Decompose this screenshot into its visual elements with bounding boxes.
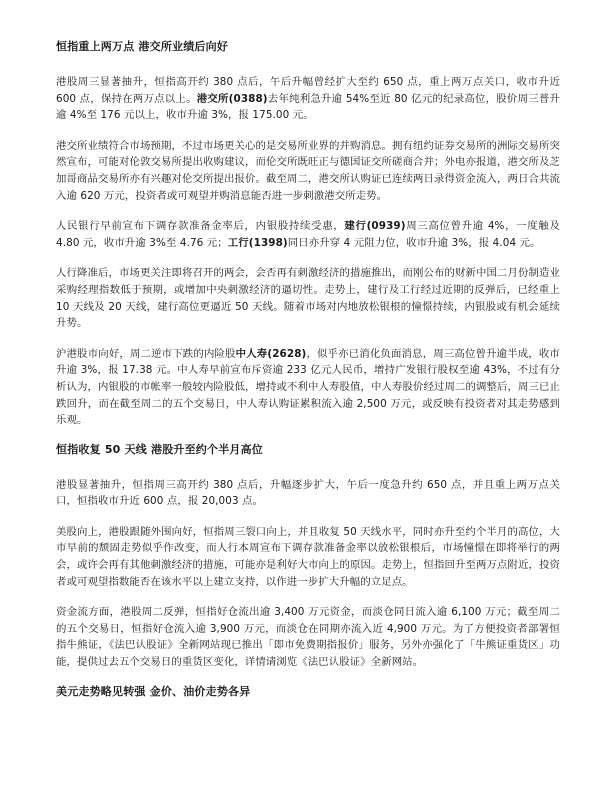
body-paragraph bbox=[56, 74, 560, 124]
section-heading: 美元走势略见转强 金价、油价走势各异 bbox=[56, 684, 251, 698]
paragraph-text: 同日亦升穿 4 元阻力位，收市升逾 3%，报 4.04 元。 bbox=[287, 236, 541, 249]
body-paragraph bbox=[56, 218, 560, 251]
body-paragraph bbox=[56, 346, 560, 429]
paragraph-text: 美股向上，港股跟随外围向好，恒指周三裂口向上，并且收复 50 天线水平，同时亦升至约个半月的高位，大市早前的颓固走势似乎作改变，而人行本周宣布下调存款准备金率以放松银根后，市场憧憬在即将举行的两会，或许会再有其他刺激经济的措施，可能亦是利好大市向上的原因。走势上，恒指回升至两万点附近，投资者或可观望指数能否在该水平以上建立支持，以作进一步扩大升幅的立足点。 bbox=[56, 525, 560, 588]
section-heading: 恒指收复 50 天线 港股升至约个半月高位 bbox=[56, 442, 263, 456]
stock-name: 建行(0939) bbox=[344, 220, 406, 233]
paragraph-text: 人行降准后，市场更关注即将召开的两会，会否再有刺激经济的措施推出，而刚公布的财新中国二月份制造业采购经理指数低于预期，或增加中央刺激经济的逼切性。走势上，建行及工行经过近期的反弹后，已经重上 10 天线及 20 天线，建行高位更逼近 50 天线。随着市场对内地放松银根的憧憬持续，内银股或有机会延续升势。 bbox=[56, 267, 560, 330]
stock-name: 港交所(0388) bbox=[196, 92, 268, 105]
body-paragraph bbox=[56, 138, 560, 204]
paragraph-text: 资金流方面，港股周二反弹，恒指好仓流出逾 3,400 万元资金，而淡仓同日流入逾 6,100 万元；截至周二的五个交易日，恒指好仓流入逾 3,900 万元，而淡仓在同期亦流入近 4,900 万元。为了方便投资者部署恒指牛熊证，《法巴认股证》全新网站现已推出「即市免费期指报价」服务，另外亦强化了「牛熊证重货区」功能，提供过去五个交易日的重货区变化，详情请浏览《法巴认股证》全新网站。 bbox=[56, 606, 560, 669]
paragraph-text: ，似乎亦已消化负面消息，周三高位曾升逾半成，收市升逾 3%，报 17.38 元。中人寿早前宣布斥资逾 233 亿元人民币，增持广发银行股权至逾 43%，不过有分析认为，内银股的市帐率一般较内险股低，增持或不利中人寿股值，中人寿股价经过周二的调整后，周三已止跌回升，而在截至周二的五个交易日，中人寿认购证累积流入逾 2,500 万元，或反映有投资者对其走势感到乐观。 bbox=[56, 347, 560, 427]
paragraph-text: 周三高位曾升逾 4%，一度触及 4.80 元，收市升逾 3%至 4.76 元； bbox=[56, 220, 560, 249]
paragraph-text: 人民银行早前宣布下调存款准备金率后，内银股持续受惠， bbox=[56, 220, 345, 233]
paragraph-text: 港交所业绩符合市场预期，不过市场更关心的是交易所业界的并购消息。拥有纽约证券交易所的洲际交易所突然宣布，可能对伦敦交易所提出收购建议，而伦交所既旺正与德国证交所磋商合并；外电亦报道，港交所及芝加哥商品交易所亦有兴趣对伦交所提出报价。截至周二，港交所认购证已连续两日录得资金流入，两日合共流入逾 620 万元，投资者或可观望并购消息能否进一步刺激港交所走势。 bbox=[56, 139, 560, 202]
body-paragraph bbox=[56, 524, 560, 590]
body-paragraph bbox=[56, 477, 560, 510]
body-paragraph bbox=[56, 265, 560, 331]
section-heading: 恒指重上两万点 港交所业绩后向好 bbox=[56, 40, 229, 53]
stock-name: 工行(1398) bbox=[227, 236, 288, 249]
paragraph-text: 沪港股市向好，周二逆市下跌的内险股 bbox=[56, 347, 236, 360]
document-page bbox=[56, 40, 560, 719]
paragraph-text: 港股周三显著抽升，恒指高开约 380 点后，午后升幅曾经扩大至约 650 点，重上两万点关口，收市升近 600 点，保持在两万点以上。 bbox=[56, 76, 560, 105]
paragraph-text: 去年纯利急升逾 54%至近 80 亿元的纪录高位，股价周三普升逾 4%至 176 元以上，收市升逾 3%，报 175.00 元。 bbox=[56, 92, 560, 122]
stock-name: 中人寿(2628) bbox=[235, 347, 307, 360]
paragraph-text: 港股显著抽升，恒指周三高开约 380 点后，升幅逐步扩大，午后一度急升约 650 点，并且重上两万点关口，恒指收市升近 600 点，报 20,003 点。 bbox=[56, 478, 560, 508]
body-paragraph bbox=[56, 604, 560, 670]
